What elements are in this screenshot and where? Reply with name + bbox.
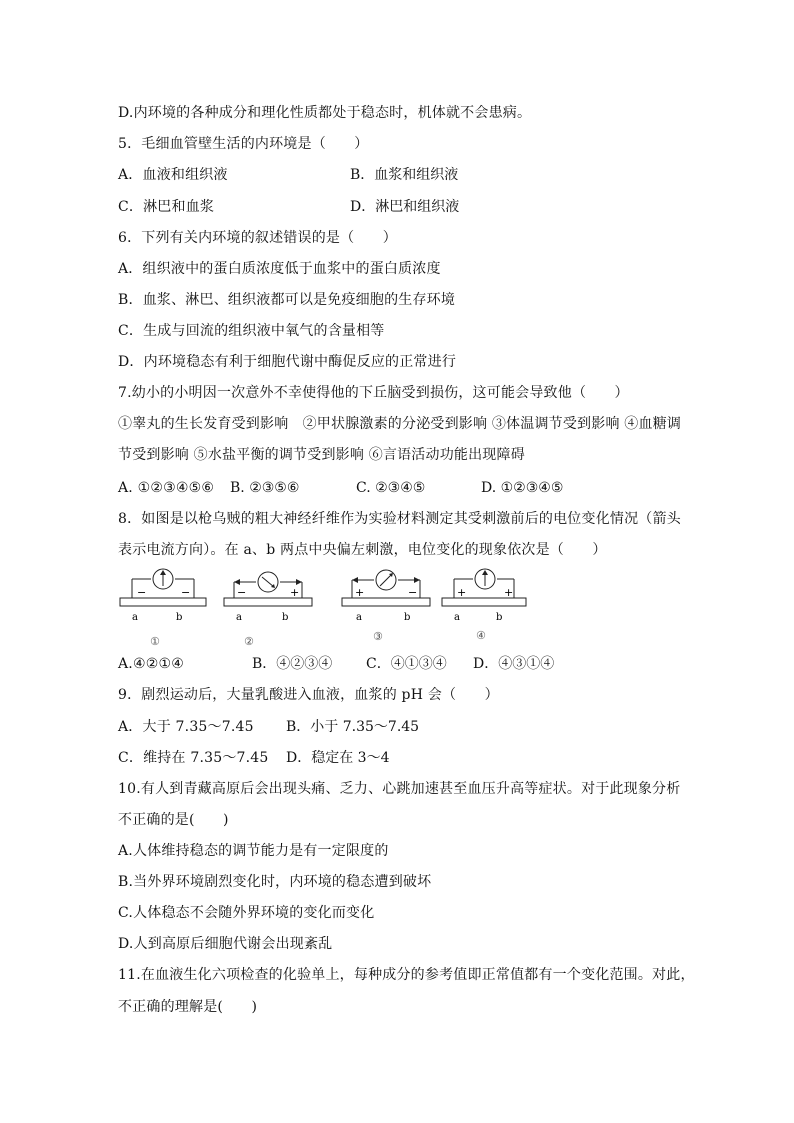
q7-option-d: D. ①②③④⑤	[481, 480, 564, 496]
q10-stem-2: 不正确的是( )	[118, 812, 229, 828]
q5-option-b: B．血浆和组织液	[350, 167, 459, 183]
q7-statements-2: 节受到影响 ⑤水盐平衡的调节受到影响 ⑥言语活动功能出现障碍	[118, 447, 525, 463]
figure-2-right-sign: +	[290, 586, 300, 599]
q5-option-a: A．血液和组织液	[118, 167, 228, 183]
figure-1-number: ①	[150, 635, 160, 648]
figure-1-label-b: b	[176, 612, 183, 623]
figure-2-left-sign: −	[237, 586, 247, 599]
q6-stem: 6．下列有关内环境的叙述错误的是（ ）	[118, 230, 397, 246]
figure-1-diagram	[118, 566, 210, 650]
q6-option-a: A．组织液中的蛋白质浓度低于血浆中的蛋白质浓度	[118, 261, 441, 277]
figure-3-label-a: a	[356, 612, 362, 623]
q5-option-d: D．淋巴和组织液	[350, 199, 460, 215]
q9-stem: 9．剧烈运动后，大量乳酸进入血液，血浆的 pH 会（ ）	[118, 687, 499, 703]
figure-3-right-sign: −	[408, 586, 418, 599]
figure-2-label-a: a	[236, 612, 242, 623]
q8-option-b: B．④②③④	[252, 656, 333, 672]
figure-1-label-a: a	[132, 612, 138, 623]
q8-option-a: A.④②①④	[118, 656, 184, 672]
figure-3-number: ③	[373, 630, 383, 643]
figure-3-label-b: b	[404, 612, 411, 623]
q6-option-c: C．生成与回流的组织液中氧气的含量相等	[118, 323, 385, 339]
q10-option-a: A.人体维持稳态的调节能力是有一定限度的	[118, 843, 389, 859]
q9-option-a: A．大于 7.35～7.45	[118, 719, 254, 735]
figure-2	[222, 566, 318, 650]
figure-1-left-sign: −	[137, 586, 147, 599]
q7-stem: 7.幼小的小明因一次意外不幸使得他的下丘脑受到损伤，这可能会导致他（ ）	[118, 385, 629, 401]
q10-stem-1: 10.有人到青藏高原后会出现头痛、乏力、心跳加速甚至血压升高等症状。对于此现象分析	[118, 781, 681, 797]
figure-4-right-sign: +	[504, 586, 514, 599]
q8-option-d: D．④③①④	[473, 656, 555, 672]
figure-2-label-b: b	[282, 612, 289, 623]
q9-option-b: B．小于 7.35～7.45	[286, 719, 420, 735]
figure-2-diagram	[222, 566, 318, 650]
q11-stem-2: 不正确的理解是( )	[118, 999, 258, 1015]
q4-option-d: D.内环境的各种成分和理化性质都处于稳态时，机体就不会患病。	[118, 105, 532, 121]
q7-statements-1: ①睾丸的生长发育受到影响 ②甲状腺激素的分泌受到影响 ③体温调节受到影响 ④血糖调	[118, 416, 682, 432]
q5-stem: 5．毛细血管壁生活的内环境是（ ）	[118, 136, 369, 152]
figure-1-right-sign: −	[181, 586, 191, 599]
figure-4-diagram	[440, 566, 536, 650]
figure-4-label-a: a	[454, 612, 460, 623]
q10-option-c: C.人体稳态不会随外界环境的变化而变化	[118, 905, 375, 921]
figure-3-diagram	[340, 566, 436, 650]
q7-option-a: A. ①②③④⑤⑥	[118, 480, 215, 496]
q9-option-c: C．维持在 7.35～7.45	[118, 750, 269, 766]
q9-option-d: D．稳定在 3～4	[286, 750, 390, 766]
q10-option-d: D.人到高原后细胞代谢会出现紊乱	[118, 936, 333, 952]
figure-4-number: ④	[476, 629, 486, 642]
figure-1	[118, 566, 210, 650]
q8-figures	[118, 566, 678, 656]
figure-3	[340, 566, 436, 650]
q8-stem-2: 表示电流方向）。在 a、b 两点中央偏左刺激，电位变化的现象依次是（ ）	[118, 542, 607, 558]
q8-stem-1: 8．如图是以枪乌贼的粗大神经纤维作为实验材料测定其受刺激前后的电位变化情况（箭头	[118, 511, 681, 527]
q6-option-d: D．内环境稳态有利于细胞代谢中酶促反应的正常进行	[118, 354, 457, 370]
q8-option-c: C．④①③④	[366, 656, 447, 672]
q11-stem-1: 11.在血液生化六项检查的化验单上，每种成分的参考值即正常值都有一个变化范围。对此，	[118, 967, 695, 983]
q10-option-b: B.当外界环境剧烈变化时，内环境的稳态遭到破坏	[118, 874, 432, 890]
figure-4-label-b: b	[496, 612, 503, 623]
figure-4	[440, 566, 536, 650]
q7-option-c: C. ②③④⑤	[356, 480, 426, 496]
figure-4-left-sign: +	[457, 586, 467, 599]
q6-option-b: B．血浆、淋巴、组织液都可以是免疫细胞的生存环境	[118, 292, 456, 308]
q7-option-b: B. ②③⑤⑥	[230, 480, 300, 496]
figure-3-left-sign: +	[355, 586, 365, 599]
q5-option-c: C．淋巴和血浆	[118, 199, 215, 215]
figure-2-number: ②	[244, 635, 254, 648]
